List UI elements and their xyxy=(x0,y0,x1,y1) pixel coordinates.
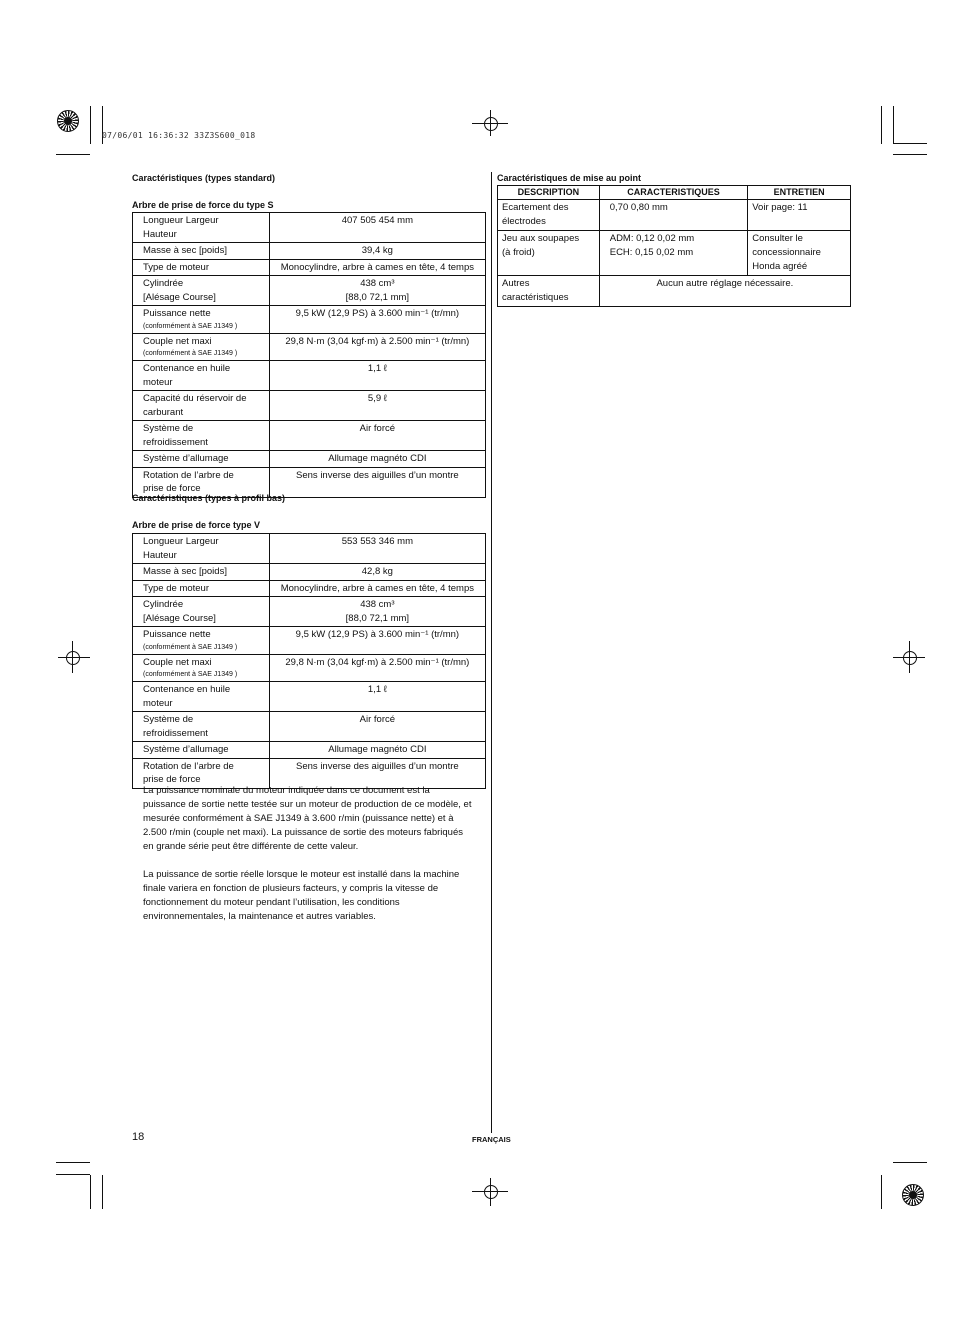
spec-value: Monocylindre, arbre à cames en tête, 4 temps xyxy=(269,580,485,597)
power-note-paragraph-1: La puissance nominale du moteur indiquée dans ce document est la puissance de sortie nette testée sur un moteur de production de ce modèle, et mesurée conformément à SAE J1349 à 3.600 r/min (puissance nette) et à 2.500 r/min (couple net maxi). La puissance de sortie des moteurs fabriqués en grande série peut être différente de cette valeur. xyxy=(143,785,472,852)
spec-row xyxy=(133,534,486,564)
spec-table-type-s xyxy=(132,212,486,498)
tuneup-description: Autres caractéristiques xyxy=(498,276,600,307)
spec-value: 5,9 ℓ xyxy=(269,391,485,421)
spec-label: Puissance nette (conformément à SAE J1349 ) xyxy=(133,627,270,655)
power-note-paragraph-2: La puissance de sortie réelle lorsque le moteur est installé dans la machine finale variera en fonction de plusieurs facteurs, y compris la vitesse de fonctionnement du moteur pendant l’utilisation, les conditions environnementales, la maintenance et autres variables. xyxy=(143,869,460,922)
spec-value: Allumage magnéto CDI xyxy=(269,451,485,468)
spec-label: Type de moteur xyxy=(133,580,270,597)
spec-value: 438 cm³ [88,0 72,1 mm] xyxy=(269,276,485,306)
spec-row xyxy=(133,712,486,742)
spec-value: Air forcé xyxy=(269,712,485,742)
language-label: FRANÇAIS xyxy=(472,1135,511,1144)
table-title-type-s: Arbre de prise de force du type S xyxy=(132,200,274,210)
spec-note: (conformément à SAE J1349 ) xyxy=(143,643,238,651)
spec-row xyxy=(133,654,486,682)
section-title-low-profile: Caractéristiques (types à profil bas) xyxy=(132,493,286,503)
spec-label: Système de refroidissement xyxy=(133,712,270,742)
spec-value: 9,5 kW (12,9 PS) à 3.600 min⁻¹ (tr/mn) xyxy=(269,306,485,334)
table-title-type-v: Arbre de prise de force type V xyxy=(132,520,261,530)
spec-label: Système de refroidissement xyxy=(133,421,270,451)
spec-row xyxy=(133,213,486,243)
spec-label: Couple net maxi (conformément à SAE J1349 ) xyxy=(133,333,270,361)
spec-row xyxy=(133,682,486,712)
tuneup-row xyxy=(498,231,851,276)
tuneup-row xyxy=(498,200,851,231)
header-description: DESCRIPTION xyxy=(498,186,600,200)
tuneup-service: Consulter le concessionnaire Honda agréé xyxy=(748,231,851,276)
spec-value: Sens inverse des aiguilles d’un montre xyxy=(269,467,485,497)
tuneup-description: Ecartement des électrodes xyxy=(498,200,600,231)
spec-label: Rotation de l’arbre de prise de force xyxy=(133,467,270,497)
spec-row xyxy=(133,421,486,451)
spec-row xyxy=(133,259,486,276)
spec-row xyxy=(133,627,486,655)
spec-label: Rotation de l’arbre de prise de force xyxy=(133,758,270,788)
spec-note: (conformément à SAE J1349 ) xyxy=(143,671,238,678)
spec-label: Capacité du réservoir de carburant xyxy=(133,391,270,421)
spec-row xyxy=(133,333,486,361)
spec-value: 42,8 kg xyxy=(269,564,485,581)
spec-label: Cylindrée [Alésage Course] xyxy=(133,276,270,306)
section-title-standard: Caractéristiques (types standard) xyxy=(132,173,276,183)
spec-label: Longueur Largeur Hauteur xyxy=(133,213,270,243)
spec-row xyxy=(133,276,486,306)
spec-value: 29,8 N·m (3,04 kgf·m) à 2.500 min⁻¹ (tr/mn) xyxy=(269,654,485,682)
spec-row xyxy=(133,597,486,627)
header-service: ENTRETIEN xyxy=(748,186,851,200)
spec-value: Sens inverse des aiguilles d’un montre xyxy=(269,758,485,788)
spec-row xyxy=(133,243,486,260)
spec-table-type-v xyxy=(132,533,486,789)
spec-label: Type de moteur xyxy=(133,259,270,276)
tuneup-spec: ADM: 0,12 0,02 mm ECH: 0,15 0,02 mm xyxy=(599,231,748,276)
spec-label: Contenance en huile moteur xyxy=(133,682,270,712)
header-specs: CARACTERISTIQUES xyxy=(599,186,748,200)
spec-row xyxy=(133,361,486,391)
tuneup-title: Caractéristiques de mise au point xyxy=(497,173,642,183)
tuneup-spec: Aucun autre réglage nécessaire. xyxy=(599,276,850,307)
spec-value: Monocylindre, arbre à cames en tête, 4 temps xyxy=(269,259,485,276)
tuneup-table xyxy=(497,185,851,307)
spec-label: Contenance en huile moteur xyxy=(133,361,270,391)
spec-label: Masse à sec [poids] xyxy=(133,564,270,581)
registration-starburst-top-left xyxy=(57,110,79,132)
spec-value: Air forcé xyxy=(269,421,485,451)
spec-value: 1,1 ℓ xyxy=(269,361,485,391)
spec-value: 29,8 N·m (3,04 kgf·m) à 2.500 min⁻¹ (tr/mn) xyxy=(269,333,485,361)
spec-row xyxy=(133,564,486,581)
spec-label: Longueur Largeur Hauteur xyxy=(133,534,270,564)
tuneup-spec: 0,70 0,80 mm xyxy=(599,200,748,231)
tuneup-service: Voir page: 11 xyxy=(748,200,851,231)
spec-row xyxy=(133,742,486,759)
spec-row xyxy=(133,306,486,334)
column-divider xyxy=(491,172,492,1133)
spec-label: Système d’allumage xyxy=(133,451,270,468)
tuneup-row-other xyxy=(498,276,851,307)
spec-value: 553 553 346 mm xyxy=(269,534,485,564)
spec-label: Système d’allumage xyxy=(133,742,270,759)
spec-row xyxy=(133,451,486,468)
page-number: 18 xyxy=(132,1131,145,1143)
spec-row xyxy=(133,391,486,421)
spec-value: Allumage magnéto CDI xyxy=(269,742,485,759)
spec-value: 1,1 ℓ xyxy=(269,682,485,712)
spec-note: (conformément à SAE J1349 ) xyxy=(143,350,238,357)
spec-note: (conformément à SAE J1349 ) xyxy=(143,322,238,330)
print-meta: 07/06/01 16:36:32 33Z3S600_018 xyxy=(102,131,256,140)
spec-value: 438 cm³ [88,0 72,1 mm] xyxy=(269,597,485,627)
spec-row xyxy=(133,580,486,597)
spec-label: Couple net maxi (conformément à SAE J1349 ) xyxy=(133,654,270,682)
spec-label: Puissance nette (conformément à SAE J1349 ) xyxy=(133,306,270,334)
tuneup-description: Jeu aux soupapes (à froid) xyxy=(498,231,600,276)
spec-label: Cylindrée [Alésage Course] xyxy=(133,597,270,627)
spec-value: 9,5 kW (12,9 PS) à 3.600 min⁻¹ (tr/mn) xyxy=(269,627,485,655)
registration-starburst-bottom-right xyxy=(902,1184,924,1206)
spec-label: Masse à sec [poids] xyxy=(133,243,270,260)
spec-value: 39,4 kg xyxy=(269,243,485,260)
spec-value: 407 505 454 mm xyxy=(269,213,485,243)
